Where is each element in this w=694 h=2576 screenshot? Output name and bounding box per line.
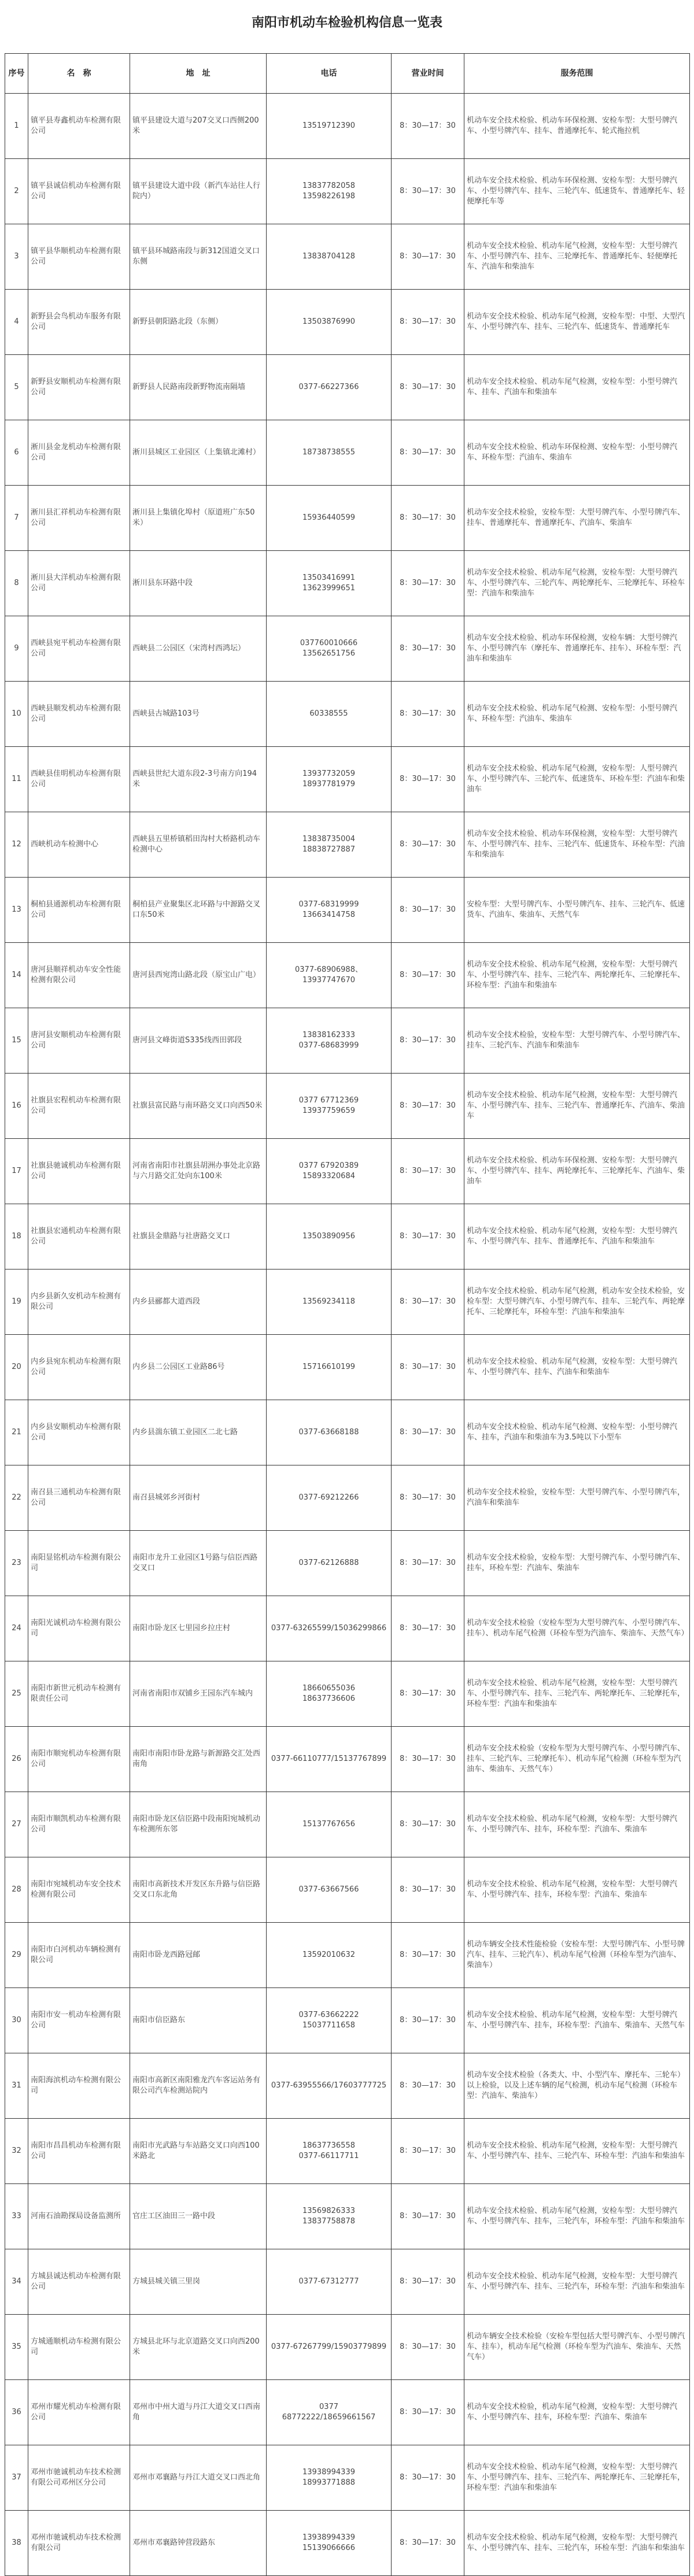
cell-address: 西峡县世纪大道东段2-3号南方向194米	[130, 747, 267, 812]
cell-scope: 机动车辆安全技术性能检验（安检车型：大型号牌汽车、小型号牌汽车、挂车、三轮汽车）、机动车尾气检测（环检车型为汽油车、柴油车）	[464, 1923, 690, 1988]
cell-hours: 8：30—17：30	[392, 616, 464, 682]
table-row	[5, 1204, 690, 1270]
cell-address: 河南省南阳市社旗县胡洲办事处北京路与六月路交汇处向东100米	[130, 1139, 267, 1204]
cell-phone: 0377-67267799/15903779899	[267, 2315, 392, 2380]
cell-no: 13	[5, 878, 28, 943]
cell-scope: 机动车安全技术检验、机动车环保检测，安检车辆：大型号牌汽车、小型号牌汽车（摩托车、普通摩托车、挂车）、环检车型：汽油车和柴油车	[464, 616, 690, 682]
cell-phone: 13519712390	[267, 94, 392, 159]
cell-name: 镇平县寿鑫机动车检测有限公司	[28, 94, 130, 159]
cell-hours: 8：30—17：30	[392, 747, 464, 812]
cell-name: 南阳市顺宛机动车检测有限公司	[28, 1727, 130, 1792]
cell-hours: 8：30—17：30	[392, 1139, 464, 1204]
cell-phone: 15936440599	[267, 486, 392, 551]
cell-hours: 8：30—17：30	[392, 290, 464, 355]
cell-no: 22	[5, 1465, 28, 1531]
cell-phone: 037760010666 13562651756	[267, 616, 392, 682]
cell-hours: 8：30—17：30	[392, 1008, 464, 1074]
cell-no: 38	[5, 2511, 28, 2576]
table-row	[5, 878, 690, 943]
cell-hours: 8：30—17：30	[392, 1727, 464, 1792]
cell-address: 桐柏县产业聚集区北环路与中源路交叉口东50米	[130, 878, 267, 943]
cell-address: 南召县城郊乡河街村	[130, 1465, 267, 1531]
cell-name: 淅川县金龙机动车检测有限公司	[28, 420, 130, 486]
cell-phone: 0377-69212266	[267, 1465, 392, 1531]
cell-address: 淅川县东环路中段	[130, 551, 267, 616]
table-row	[5, 224, 690, 290]
table-row	[5, 1531, 690, 1596]
cell-phone: 60338555	[267, 682, 392, 747]
cell-address: 新野县人民路南段新野物流南隔墙	[130, 355, 267, 420]
cell-hours: 8：30—17：30	[392, 2445, 464, 2511]
cell-phone: 15716610199	[267, 1335, 392, 1400]
cell-address: 邓州市中州大道与丹江大道交叉口西南角	[130, 2380, 267, 2445]
cell-phone: 0377-62126888	[267, 1531, 392, 1596]
cell-no: 5	[5, 355, 28, 420]
cell-name: 淅川县汇祥机动车检测有限公司	[28, 486, 130, 551]
cell-name: 镇平县诚信机动车检测有限公司	[28, 159, 130, 224]
cell-phone: 0377 68772222/18659661567	[267, 2380, 392, 2445]
cell-scope: 机动车安全技术检验、机动车尾气检测，安检车型：大型号牌汽车、小型号牌汽车、挂车、三轮汽车、环检车型：汽油车和柴油车	[464, 2119, 690, 2184]
cell-name: 社旗县宏通机动车检测有限公司	[28, 1204, 130, 1270]
cell-phone: 18738738555	[267, 420, 392, 486]
cell-hours: 8：30—17：30	[392, 2380, 464, 2445]
cell-name: 南阳显铭机动车检测有限公司	[28, 1531, 130, 1596]
cell-phone: 13838735004 18838727887	[267, 812, 392, 878]
table-row	[5, 2315, 690, 2380]
cell-address: 南阳市卧龙西路冠邮	[130, 1923, 267, 1988]
cell-phone: 13938994339 15139066666	[267, 2511, 392, 2576]
cell-hours: 8：30—17：30	[392, 551, 464, 616]
cell-phone: 0377-68319999 13663414758	[267, 878, 392, 943]
table-row	[5, 420, 690, 486]
cell-name: 方城通顺机动车检测有限公司	[28, 2315, 130, 2380]
cell-address: 新野县朝阳路北段（东侧）	[130, 290, 267, 355]
cell-name: 南阳光诚机动车检测有限公司	[28, 1596, 130, 1661]
table-row	[5, 1596, 690, 1661]
table-row	[5, 1270, 690, 1335]
cell-phone: 13503416991 13623999651	[267, 551, 392, 616]
cell-no: 4	[5, 290, 28, 355]
cell-address: 唐河县文峰街道S335线西田郭段	[130, 1008, 267, 1074]
cell-address: 南阳市信臣路东	[130, 1988, 267, 2053]
cell-no: 17	[5, 1139, 28, 1204]
table-row	[5, 2511, 690, 2576]
cell-name: 新野县会鸟机动车服务有限公司	[28, 290, 130, 355]
cell-scope: 机动车安全技术检验、机动车尾气检测，安检车型：大型号牌汽车、小型号牌汽车、挂车、三轮汽车、普通摩托车、汽油车、柴油车	[464, 1074, 690, 1139]
cell-no: 14	[5, 943, 28, 1008]
cell-no: 6	[5, 420, 28, 486]
cell-hours: 8：30—17：30	[392, 94, 464, 159]
header-row	[5, 54, 690, 94]
cell-phone: 18637736558 0377-66117711	[267, 2119, 392, 2184]
cell-hours: 8：30—17：30	[392, 1074, 464, 1139]
cell-no: 19	[5, 1270, 28, 1335]
header-cell-address: 地 址	[130, 54, 267, 94]
cell-address: 南阳市南阳市卧龙路与新源路交汇处西南角	[130, 1727, 267, 1792]
cell-address: 邓州市邓襄路与丹江大道交叉口西北角	[130, 2445, 267, 2511]
cell-name: 南阳市昌昌机动车检测有限公司	[28, 2119, 130, 2184]
cell-no: 25	[5, 1661, 28, 1727]
cell-address: 南阳市光武路与车站路交叉口向西100米路北	[130, 2119, 267, 2184]
cell-hours: 8：30—17：30	[392, 943, 464, 1008]
cell-scope: 机动车安全技术检验、机动车尾气检测，安检车型：大型号牌汽车、小型号牌汽车、挂车、普通摩托车、汽油车和柴油车	[464, 1204, 690, 1270]
cell-scope: 机动车安全技术检验（各类大、中、小型汽车、摩托车、三轮车）以上检验，以及上述车辆的尾气检测，机动车尾气检测（环检车型：汽油车、柴油车）	[464, 2053, 690, 2119]
cell-hours: 8：30—17：30	[392, 1465, 464, 1531]
cell-no: 7	[5, 486, 28, 551]
cell-scope: 机动车安全技术检验、机动车尾气检测，安检车型：人型号牌汽车、小型号牌汽车、三轮汽车、低速货车、环检车型：汽油车和柴油车	[464, 747, 690, 812]
cell-phone: 18660655036 18637736606	[267, 1661, 392, 1727]
table-row	[5, 2445, 690, 2511]
cell-hours: 8：30—17：30	[392, 812, 464, 878]
table-row	[5, 355, 690, 420]
cell-address: 河南省南阳市双铺乡王园东汽车城内	[130, 1661, 267, 1727]
table-row	[5, 486, 690, 551]
cell-name: 唐河县顺祥机动车安全性能检测有限公司	[28, 943, 130, 1008]
cell-hours: 8：30—17：30	[392, 878, 464, 943]
cell-name: 邓州市耀光机动车检测有限公司	[28, 2380, 130, 2445]
cell-name: 南阳市安一机动车检测有限公司	[28, 1988, 130, 2053]
cell-no: 26	[5, 1727, 28, 1792]
cell-no: 24	[5, 1596, 28, 1661]
cell-no: 21	[5, 1400, 28, 1465]
cell-hours: 8：30—17：30	[392, 2315, 464, 2380]
cell-phone: 13569234118	[267, 1270, 392, 1335]
cell-phone: 0377-66227366	[267, 355, 392, 420]
cell-no: 32	[5, 2119, 28, 2184]
header-cell-scope: 服务范围	[464, 54, 690, 94]
cell-scope: 机动车安全技术检验、机动车尾气检测、安检车型：小型号牌汽车、挂车，汽油车和柴油车为3.5吨以下小型车	[464, 1400, 690, 1465]
cell-name: 镇平县华顺机动车检测有限公司	[28, 224, 130, 290]
cell-address: 镇平县建设大道中段（新汽车站往人行院内）	[130, 159, 267, 224]
cell-name: 方城县诚达机动车检测有限公司	[28, 2249, 130, 2315]
cell-scope: 机动车安全技术检验、机动车尾气检测，安检车型：大型号牌汽车、小型号牌汽车、挂车、汽油车和柴油车	[464, 1335, 690, 1400]
cell-phone: 0377 67712369 13937759659	[267, 1074, 392, 1139]
table-row	[5, 1008, 690, 1074]
cell-hours: 8：30—17：30	[392, 486, 464, 551]
cell-name: 新野县安顺机动车检测有限公司	[28, 355, 130, 420]
cell-phone: 0377-63955566/17603777725	[267, 2053, 392, 2119]
cell-name: 西峡县宛平机动车检测有限公司	[28, 616, 130, 682]
cell-no: 8	[5, 551, 28, 616]
cell-scope: 机动车安全技术检验、机动车尾气检测，安检车型：大型号牌汽车、小型号牌汽车、挂车、三轮汽车，环检车型：汽油车和柴油车	[464, 2249, 690, 2315]
cell-scope: 机动车辆安全技术检验（安检车型包括大型号牌汽车、小型号牌汽车、挂车），机动车尾气检测（环检车型为汽油车、柴油车、天然气车）	[464, 2315, 690, 2380]
table-row	[5, 682, 690, 747]
cell-hours: 8：30—17：30	[392, 682, 464, 747]
cell-phone: 0377 67920389 15893320684	[267, 1139, 392, 1204]
table-row	[5, 551, 690, 616]
table-row	[5, 290, 690, 355]
cell-phone: 13838162333 0377-68683999	[267, 1008, 392, 1074]
cell-scope: 机动车安全技术检验、机动车尾气检测、安检车型：小型号牌汽车、环检车型：汽油车、柴油车	[464, 682, 690, 747]
cell-scope: 机动车安全技术检验，机动车尾气检测，安检车型：大型号牌汽车、小型号牌汽车、挂车，环检车型：汽油车、柴油车	[464, 2380, 690, 2445]
cell-name: 内乡县宛东机动车检测有限公司	[28, 1335, 130, 1400]
table-row	[5, 2249, 690, 2315]
cell-no: 37	[5, 2445, 28, 2511]
cell-phone: 13938994339 18993771888	[267, 2445, 392, 2511]
page-title: 南阳市机动车检验机构信息一览表	[251, 16, 442, 30]
cell-address: 南阳市卧龙区七里园乡拉庄村	[130, 1596, 267, 1661]
cell-scope: 机动车安全技术检验、机动车尾气检测，安检车型：大型号牌汽车、小型号牌汽车、挂车，环检车型：汽油车、柴油车、天然气车	[464, 1988, 690, 2053]
cell-no: 12	[5, 812, 28, 878]
cell-name: 南召县三通机动车检测有限公司	[28, 1465, 130, 1531]
cell-hours: 8：30—17：30	[392, 2119, 464, 2184]
cell-no: 33	[5, 2184, 28, 2249]
cell-scope: 机动车安全技术检验、机动车尾气检测，安检车型：大型号牌汽车、小型号牌汽车、挂车、三轮汽车、两轮摩托车、三轮摩托车、环检车型：汽油车和柴油车	[464, 943, 690, 1008]
table-row	[5, 1074, 690, 1139]
header-cell-name: 名 称	[28, 54, 130, 94]
table-row	[5, 812, 690, 878]
cell-phone: 0377-63662222 15037711658	[267, 1988, 392, 2053]
cell-scope: 机动车安全技术检验、机动车尾气检测，安检车型：大型号牌汽车、小型号牌汽车、挂车，环检车型：汽油车、柴油车	[464, 1857, 690, 1923]
cell-address: 邓州市邓襄路钟营段路东	[130, 2511, 267, 2576]
cell-name: 内乡县新久安机动车检测有限公司	[28, 1270, 130, 1335]
cell-scope: 机动车安全技术检验，安检车型：大型号牌汽车、小型号牌汽车，汽油车和柴油车	[464, 1465, 690, 1531]
cell-hours: 8：30—17：30	[392, 1988, 464, 2053]
cell-phone: 13838704128	[267, 224, 392, 290]
cell-scope: 机动车安全技术检验、机动车尾气检测，安检车型：大型号牌汽车、小型号牌汽车、挂车，三轮汽车，环检车型：汽油车和柴油车	[464, 2184, 690, 2249]
table-row	[5, 1400, 690, 1465]
cell-scope: 机动车安全技术检验、机动车尾气检测，安检车型：大型号牌汽车、小型号牌汽车、三轮汽车、两轮摩托车、三轮摩托车、环检车型：汽油车和柴油车	[464, 551, 690, 616]
table-row	[5, 1727, 690, 1792]
cell-name: 内乡县安顺机动车检测有限公司	[28, 1400, 130, 1465]
table-row	[5, 616, 690, 682]
cell-address: 社旗县金鼎路与社唐路交叉口	[130, 1204, 267, 1270]
cell-address: 西峡县二公园区（宋湾村西鸿坛）	[130, 616, 267, 682]
cell-name: 南阳市白河机动车辆检测有限公司	[28, 1923, 130, 1988]
cell-hours: 8：30—17：30	[392, 2184, 464, 2249]
cell-address: 淅川县上集镇化埠村（原道班广东50米）	[130, 486, 267, 551]
cell-address: 西峡县五里桥镇稻田沟村大桥路机动车检测中心	[130, 812, 267, 878]
cell-name: 西峡县顺发机动车检测有限公司	[28, 682, 130, 747]
header-cell-no: 序号	[5, 54, 28, 94]
cell-scope: 机动车安全技术检验、机动车尾气检测，安检车型：大型号牌汽车、小型号牌汽车、挂车，环检车型：汽油车、柴油车	[464, 1792, 690, 1857]
cell-address: 方城县城关镇三里岗	[130, 2249, 267, 2315]
cell-scope: 机动车安全技术检验、机动车环保检测、安检车型：大型号牌汽车、小型号牌汽车、挂车、三轮汽车、低速货车、普通摩托车、轻便摩托车等	[464, 159, 690, 224]
cell-phone: 15137767656	[267, 1792, 392, 1857]
cell-scope: 机动车安全技术检验、机动车尾气检测，安检车型：大型号牌汽车、小型号牌汽车、挂车、三轮汽车，环检车型：汽油车和柴油车	[464, 2511, 690, 2576]
cell-address: 内乡县二公园区工业路86号	[130, 1335, 267, 1400]
cell-no: 31	[5, 2053, 28, 2119]
cell-hours: 8：30—17：30	[392, 1204, 464, 1270]
header-cell-hours: 营业时间	[392, 54, 464, 94]
table-row	[5, 1792, 690, 1857]
table-row	[5, 2380, 690, 2445]
cell-no: 18	[5, 1204, 28, 1270]
cell-scope: 机动车安全技术检验、机动车尾气检测，安检车型：小型号牌汽车、挂车、汽油车和柴油车	[464, 355, 690, 420]
cell-address: 镇平县建设大道与207交叉口西侧200米	[130, 94, 267, 159]
cell-address: 社旗县富民路与南环路交叉口向西50米	[130, 1074, 267, 1139]
cell-scope: 机动车安全技术检验、机动车尾气检测，机动车安全技术检验，安检车型：大型号牌汽车、小型号牌汽车、挂车、三轮汽车、两轮摩托车、三轮摩托车，环检车型：汽油车和柴油车	[464, 1270, 690, 1335]
cell-phone: 13503876990	[267, 290, 392, 355]
cell-hours: 8：30—17：30	[392, 2053, 464, 2119]
header-cell-phone: 电话	[267, 54, 392, 94]
cell-scope: 机动车安全技术检验、机动车环保检测、安检车型：大型号牌汽车、小型号牌汽车、挂车、普通摩托车、轮式拖拉机	[464, 94, 690, 159]
cell-scope: 机动车安全技术检验，安检车型：大型号牌汽车、小型号牌汽车、挂车、普通摩托车、普通摩托车、汽油车、柴油车	[464, 486, 690, 551]
cell-name: 唐河县安顺机动车检测有限公司	[28, 1008, 130, 1074]
inspection-agency-table	[5, 53, 690, 2576]
cell-no: 11	[5, 747, 28, 812]
table-row	[5, 2184, 690, 2249]
cell-address: 唐河县西宛湾山路北段（原宝山广电）	[130, 943, 267, 1008]
cell-no: 29	[5, 1923, 28, 1988]
cell-scope: 机动车安全技术检验、机动车尾气检测，安检车型：大型号牌汽车、小型号牌汽车、挂车、三轮汽车、两轮摩托车、三轮摩托车，环检车型：汽油车和柴油车	[464, 2445, 690, 2511]
table-row	[5, 159, 690, 224]
cell-name: 南阳海滨机动车检测有限公司	[28, 2053, 130, 2119]
cell-no: 27	[5, 1792, 28, 1857]
cell-phone: 13837782058 13598226198	[267, 159, 392, 224]
cell-name: 西峡机动车检测中心	[28, 812, 130, 878]
cell-scope: 安检车型：大型号牌汽车、小型号牌汽车、挂车、三轮汽车、低速货车、汽油车、柴油车、天然气车	[464, 878, 690, 943]
cell-hours: 8：30—17：30	[392, 1531, 464, 1596]
cell-hours: 8：30—17：30	[392, 159, 464, 224]
cell-hours: 8：30—17：30	[392, 1596, 464, 1661]
table-row	[5, 1465, 690, 1531]
cell-scope: 机动车安全技术检验、机动车环保检测，安检车型：大型号牌汽车、小型号牌汽车、挂车、三轮汽车、低速货车、环检车型：汽油车和柴油车	[464, 812, 690, 878]
cell-hours: 8：30—17：30	[392, 1400, 464, 1465]
table-row	[5, 94, 690, 159]
cell-no: 35	[5, 2315, 28, 2380]
cell-scope: 机动车安全技术检验、机动车环保检测、安检车型：小型号牌汽车、环检车型：汽油车、柴油车	[464, 420, 690, 486]
table-row	[5, 1988, 690, 2053]
cell-hours: 8：30—17：30	[392, 1923, 464, 1988]
cell-hours: 8：30—17：30	[392, 420, 464, 486]
cell-address: 南阳市卧龙区信臣路中段南阳宛城机动车检测所东邻	[130, 1792, 267, 1857]
cell-phone: 0377-67312777	[267, 2249, 392, 2315]
cell-address: 内乡县湍东镇工业园区二北七路	[130, 1400, 267, 1465]
cell-name: 南阳市顺凯机动车检测有限公司	[28, 1792, 130, 1857]
table-row	[5, 1139, 690, 1204]
table-row	[5, 2119, 690, 2184]
cell-address: 淅川县城区工业园区（上集镇北滩村）	[130, 420, 267, 486]
cell-phone: 13569826333 13837758878	[267, 2184, 392, 2249]
cell-name: 西峡县佳明机动车检测有限公司	[28, 747, 130, 812]
cell-hours: 8：30—17：30	[392, 2249, 464, 2315]
cell-phone: 0377-66110777/15137767899	[267, 1727, 392, 1792]
cell-no: 30	[5, 1988, 28, 2053]
cell-hours: 8：30—17：30	[392, 355, 464, 420]
cell-no: 2	[5, 159, 28, 224]
cell-scope: 机动车安全技术检验（安检车型为大型号牌汽车、小型号牌汽车、挂车）、机动车尾气检测（环检车型为汽油车、柴油车、天然气车）	[464, 1596, 690, 1661]
table-row	[5, 1857, 690, 1923]
cell-no: 9	[5, 616, 28, 682]
cell-hours: 8：30—17：30	[392, 224, 464, 290]
table-row	[5, 1335, 690, 1400]
cell-no: 20	[5, 1335, 28, 1400]
table-body	[5, 94, 690, 2576]
cell-address: 南阳市龙升工业园区1号路与信臣西路交叉口	[130, 1531, 267, 1596]
cell-address: 方城县北环与北京道路交叉口向西200米	[130, 2315, 267, 2380]
cell-scope: 机动车安全技术检验、机动车环保检测、安检车型：大型号牌汽车、小型号牌汽车、挂车、两轮摩托车、三轮摩托车、汽油车、柴油车	[464, 1139, 690, 1204]
cell-address: 镇平县环城路南段与新312国道交叉口东侧	[130, 224, 267, 290]
cell-name: 淅川县大洋机动车检测有限公司	[28, 551, 130, 616]
table-row	[5, 1661, 690, 1727]
cell-name: 社旗县宏程机动车检测有限公司	[28, 1074, 130, 1139]
cell-phone: 0377-63667566	[267, 1857, 392, 1923]
cell-scope: 机动车安全技术检验、机动车尾气检测，安检车型：中型、大型汽车、小型号牌汽车、挂车、三轮汽车、低速货车、普通摩托车	[464, 290, 690, 355]
table-row	[5, 2053, 690, 2119]
cell-hours: 8：30—17：30	[392, 1857, 464, 1923]
cell-name: 邓州市驰诚机动车技术检测有限公司	[28, 2511, 130, 2576]
cell-scope: 机动车安全技术检验、机动车尾气检测，安检车型：大型号牌汽车、小型号牌汽车、挂车、三轮汽车、两轮摩托车、三轮摩托车，环检车型：汽油车和柴油车	[464, 1661, 690, 1727]
cell-phone: 0377-63265599/15036299866	[267, 1596, 392, 1661]
table-header	[5, 54, 690, 94]
cell-no: 1	[5, 94, 28, 159]
cell-address: 西峡县古城路103号	[130, 682, 267, 747]
cell-phone: 0377-68906988、13937747670	[267, 943, 392, 1008]
cell-no: 34	[5, 2249, 28, 2315]
cell-name: 桐柏县通源机动车检测有限公司	[28, 878, 130, 943]
cell-address: 内乡县郦都大道西段	[130, 1270, 267, 1335]
cell-hours: 8：30—17：30	[392, 2511, 464, 2576]
cell-no: 16	[5, 1074, 28, 1139]
cell-hours: 8：30—17：30	[392, 1270, 464, 1335]
cell-no: 36	[5, 2380, 28, 2445]
cell-hours: 8：30—17：30	[392, 1792, 464, 1857]
table-row	[5, 747, 690, 812]
cell-hours: 8：30—17：30	[392, 1335, 464, 1400]
cell-address: 南阳市高新区南阳雅龙汽车客运站务有限公司汽车检测站院内	[130, 2053, 267, 2119]
cell-name: 南阳市新世元机动车检测有限责任公司	[28, 1661, 130, 1727]
cell-phone: 0377-63668188	[267, 1400, 392, 1465]
cell-address: 南阳市高新技术开发区东升路与信臣路交叉口东北角	[130, 1857, 267, 1923]
cell-phone: 13592010632	[267, 1923, 392, 1988]
cell-scope: 机动车安全技术检验、机动车尾气检测，安检车型：大型号牌汽车、小型号牌汽车、挂车、三轮摩托车、普通摩托车、轻便摩托车、汽油车和柴油车	[464, 224, 690, 290]
cell-phone: 13937732059 18937781979	[267, 747, 392, 812]
cell-name: 河南石油勘探局设备监测所	[28, 2184, 130, 2249]
cell-hours: 8：30—17：30	[392, 1661, 464, 1727]
table-row	[5, 1923, 690, 1988]
cell-scope: 机动车安全技术检验，安检车型：大型号牌汽车、小型号牌汽车、挂车、三轮汽车、汽油车和柴油车	[464, 1008, 690, 1074]
cell-no: 3	[5, 224, 28, 290]
cell-phone: 13503890956	[267, 1204, 392, 1270]
cell-address: 官庄工区油田三一路中段	[130, 2184, 267, 2249]
cell-name: 南阳市宛城机动车安全技术检测有限公司	[28, 1857, 130, 1923]
cell-no: 23	[5, 1531, 28, 1596]
cell-scope: 机动车安全技术检验（安检车型为大型号牌汽车、小型号牌汽车、挂车、三轮汽车、三轮摩托车）、机动车尾气检测（环检车型为汽油车、柴油车、天然气车）	[464, 1727, 690, 1792]
cell-scope: 机动车安全技术检验，安检车型：大型号牌汽车、小型号牌汽车、挂车，环检车型：汽油车、柴油车	[464, 1531, 690, 1596]
cell-name: 邓州市驰诚机动车技术检测有限公司邓州区分公司	[28, 2445, 130, 2511]
cell-no: 15	[5, 1008, 28, 1074]
cell-name: 社旗县驰诚机动车检测有限公司	[28, 1139, 130, 1204]
cell-no: 10	[5, 682, 28, 747]
table-row	[5, 943, 690, 1008]
cell-no: 28	[5, 1857, 28, 1923]
